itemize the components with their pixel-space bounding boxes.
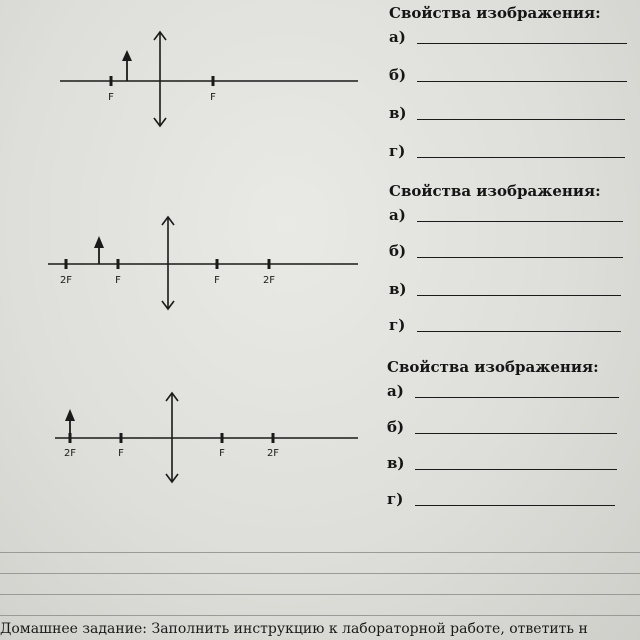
properties-title: Свойства изображения:	[387, 358, 599, 376]
properties-title: Свойства изображения:	[389, 182, 601, 200]
lens-diagram-3-svg	[0, 380, 380, 530]
image-properties-block-3	[387, 358, 640, 508]
focus-label: 2F	[262, 275, 276, 286]
property-row-d	[389, 314, 621, 336]
object-arrow-icon	[94, 236, 104, 248]
property-row-c	[389, 278, 621, 300]
answer-line[interactable]	[417, 81, 627, 82]
lens-diagram-3	[0, 380, 380, 530]
answer-line[interactable]	[417, 119, 625, 120]
property-row-c	[387, 452, 617, 474]
ruled-line	[0, 594, 640, 595]
object-arrow-icon	[122, 50, 132, 61]
property-label: г)	[389, 316, 406, 334]
focus-label: F	[210, 92, 216, 103]
focus-label: F	[115, 275, 121, 286]
answer-line[interactable]	[415, 397, 619, 398]
lens-diagram-2-svg	[0, 205, 380, 355]
property-label: б)	[387, 418, 405, 436]
answer-line[interactable]	[415, 505, 615, 506]
focus-label: F	[118, 448, 124, 459]
answer-line[interactable]	[417, 43, 627, 44]
ruled-line	[0, 552, 640, 553]
property-row-d	[387, 488, 615, 510]
property-row-a	[389, 204, 623, 226]
image-properties-block-2	[389, 182, 640, 337]
property-row-b	[387, 416, 617, 438]
answer-line[interactable]	[417, 331, 621, 332]
answer-line[interactable]	[417, 157, 625, 158]
focus-label: F	[219, 448, 225, 459]
property-label: в)	[389, 104, 407, 122]
property-row-b	[389, 64, 627, 86]
property-label: а)	[389, 28, 406, 46]
property-row-c	[389, 102, 625, 124]
focus-label: 2F	[266, 448, 280, 459]
answer-line[interactable]	[417, 295, 621, 296]
property-label: в)	[389, 280, 407, 298]
object-arrow-icon	[65, 409, 75, 421]
lens-diagram-1-svg	[0, 20, 380, 170]
ruled-line	[0, 573, 640, 574]
property-row-b	[389, 240, 623, 262]
answer-line[interactable]	[417, 221, 623, 222]
lens-diagram-2	[0, 205, 380, 355]
property-label: б)	[389, 242, 407, 260]
property-label: г)	[389, 142, 406, 160]
focus-label: F	[214, 275, 220, 286]
answer-line[interactable]	[415, 469, 617, 470]
image-properties-block-1	[389, 4, 640, 164]
property-row-a	[387, 380, 619, 402]
focus-label: 2F	[59, 275, 73, 286]
property-label: б)	[389, 66, 407, 84]
answer-line[interactable]	[415, 433, 617, 434]
ruled-line	[0, 615, 640, 616]
focus-label: F	[108, 92, 114, 103]
focus-label: 2F	[63, 448, 77, 459]
property-label: а)	[387, 382, 404, 400]
properties-title: Свойства изображения:	[389, 4, 601, 22]
property-label: в)	[387, 454, 405, 472]
property-label: а)	[389, 206, 406, 224]
lens-diagram-1	[0, 20, 380, 170]
property-row-d	[389, 140, 625, 162]
answer-line[interactable]	[417, 257, 623, 258]
homework-text: Домашнее задание: Заполнить инструкцию к лабораторной работе, ответить н	[0, 621, 588, 637]
property-label: г)	[387, 490, 404, 508]
property-row-a	[389, 26, 627, 48]
